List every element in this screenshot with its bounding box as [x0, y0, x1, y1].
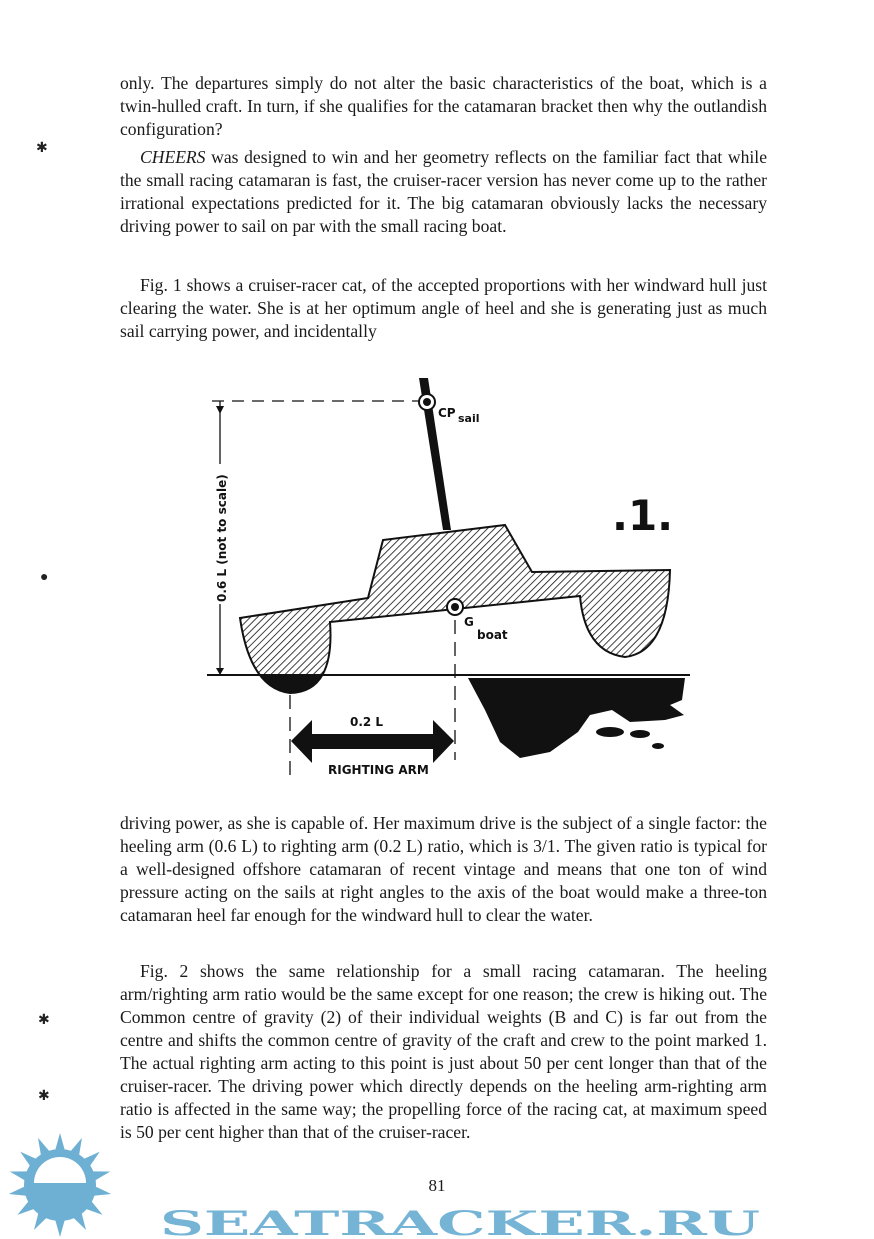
paragraph-5: Fig. 2 shows the same relationship for a small racing catamaran. The heeling arm/righting arm ratio would be the same except for one reason; the crew is hiking out. The Common centre of gravity (2) of their individual weights (B and C) is far out from the centre and shifts the common centre of gravity of the craft and crew to the point marked 1. The actual righting arm acting to this point is just about 50 per cent longer than that of the cruiser-racer. The driving power which directly depends on the heeling arm-righting arm ratio is affected in the same way; the propelling force of the racing cat, at maximum speed is 50 per cent higher than that of the cruiser-racer. [120, 961, 767, 1142]
page-number: 81 [428, 1176, 446, 1195]
scan-speck: ✱ [38, 1013, 50, 1028]
cp-subscript: sail [458, 412, 480, 425]
boat-name: CHEERS [140, 147, 206, 167]
paragraph-2-text: was designed to win and her geometry reflects on the familiar fact that while the small racing catamaran is fast, the cruiser-racer version has never come up to the rather irrational expectations predicted for it. The big catamaran obviously lacks the necessary driving power to sail on par with the small racing boat. [120, 147, 767, 236]
paragraph-2 [120, 146, 767, 238]
figure-1-catamaran-diagram [200, 370, 700, 790]
cg-subscript: boat [477, 628, 508, 642]
paragraph-1: only. The departures simply do not alter the basic characteristics of the boat, which is a twin-hulled craft. In turn, if she qualifies for the catamaran bracket then why the outlandish configuration? [120, 73, 767, 139]
cp-symbol: CP [438, 406, 456, 420]
scan-speck: ● [40, 570, 49, 585]
cg-symbol: G [464, 615, 474, 629]
heeling-arm-label: 0.6 L (not to scale) [215, 474, 229, 602]
scan-speck: ✱ [38, 1089, 50, 1104]
watermark-text: SEATRACKER.RU [160, 1204, 760, 1239]
paragraph-4: driving power, as she is capable of. Her maximum drive is the subject of a single factor: the heeling arm (0.6 L) to righting arm (0.2 L) ratio, which is 3/1. The given ratio is typical for a well-designed offshore catamaran of recent vintage and means that one ton of wind pressure acting on the sails at right angles to the axis of the boat would make a three-ton catamaran heel far enough for the windward hull to clear the water. [120, 813, 767, 925]
figure-number: .1. [612, 491, 674, 540]
righting-arm-label: RIGHTING ARM [328, 763, 429, 777]
righting-arm-value: 0.2 L [350, 715, 384, 729]
paragraph-3: Fig. 1 shows a cruiser-racer cat, of the accepted proportions with her windward hull just clearing the water. She is at her optimum angle of heel and she is generating just as much sail carrying power, and incidentally [120, 275, 767, 341]
scan-speck: ✱ [36, 141, 48, 156]
